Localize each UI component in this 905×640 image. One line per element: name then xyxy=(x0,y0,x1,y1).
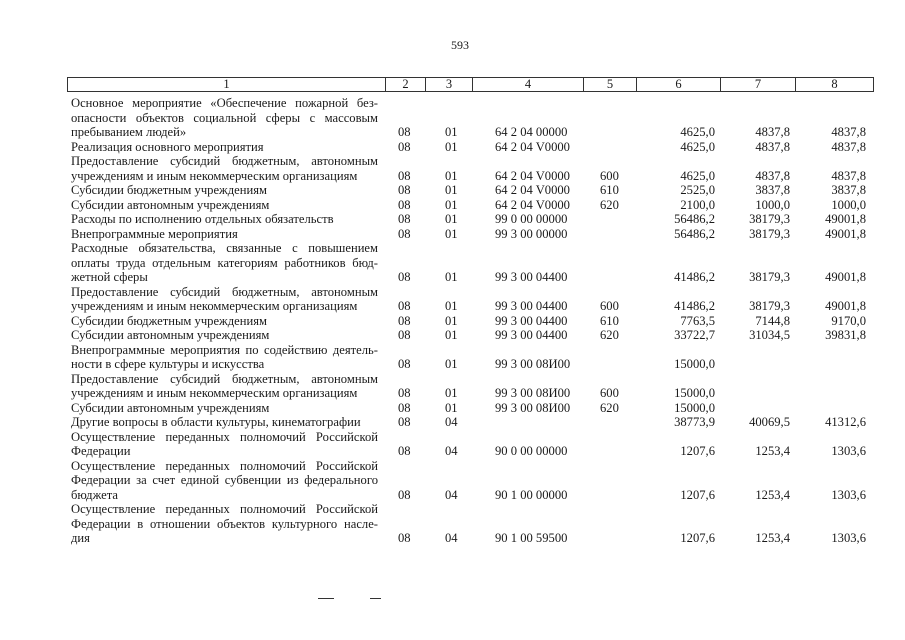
cell-c7: 38179,3 xyxy=(749,212,790,226)
cell-c8: 49001,8 xyxy=(825,212,866,226)
cell-c8: 49001,8 xyxy=(825,270,866,284)
cell-c7: 1000,0 xyxy=(755,197,790,212)
cell-c3: 04 xyxy=(445,531,458,545)
cell-c6: 4625,0 xyxy=(680,168,715,183)
cell-c3: 01 xyxy=(445,270,458,284)
table-row xyxy=(0,430,905,459)
row-description xyxy=(71,314,378,329)
description-line: Расходы по исполнению отдельных обязательств xyxy=(71,212,334,226)
table-row xyxy=(0,459,905,503)
description-line: Федерации xyxy=(71,444,131,458)
cell-c8: 4837,8 xyxy=(831,125,866,139)
header-col-4: 4 xyxy=(473,78,584,91)
cell-c4: 99 0 00 00000 xyxy=(495,212,568,226)
cell-c2: 08 xyxy=(398,197,411,212)
description-line: Субсидии бюджетным учреждениям xyxy=(71,183,267,197)
description-line: Субсидии автономным учреждениям xyxy=(71,197,270,212)
cell-c4: 64 2 04 V0000 xyxy=(495,139,570,154)
cell-c3: 01 xyxy=(445,125,458,139)
cell-c7: 38179,3 xyxy=(749,299,790,313)
cell-c2: 08 xyxy=(398,328,411,342)
cell-c4: 90 1 00 59500 xyxy=(495,531,568,545)
row-description xyxy=(71,140,378,155)
table-row xyxy=(0,227,905,242)
description-line: Другие вопросы в области культуры, кинематографии xyxy=(71,415,361,429)
cell-c8: 49001,8 xyxy=(825,226,866,241)
row-description xyxy=(71,372,378,401)
description-line: Предоставление субсидий бюджетным, автономным xyxy=(71,371,378,386)
row-description xyxy=(71,227,378,242)
cell-c3: 01 xyxy=(445,226,458,241)
cell-c2: 08 xyxy=(398,125,411,139)
cell-c5: 610 xyxy=(600,313,619,328)
cell-c7: 4837,8 xyxy=(755,139,790,154)
cell-c5: 620 xyxy=(600,328,619,342)
table-row xyxy=(0,241,905,285)
table-row xyxy=(0,328,905,343)
row-description xyxy=(71,212,378,227)
row-description xyxy=(71,198,378,213)
cell-c8: 9170,0 xyxy=(831,313,866,328)
description-line: пребыванием людей» xyxy=(71,125,187,139)
cell-c7: 3837,8 xyxy=(755,183,790,197)
cell-c8: 4837,8 xyxy=(831,139,866,154)
cell-c7: 1253,4 xyxy=(755,531,790,545)
cell-c6: 15000,0 xyxy=(674,357,715,371)
row-description xyxy=(71,401,378,416)
cell-c3: 01 xyxy=(445,386,458,400)
cell-c2: 08 xyxy=(398,299,411,313)
description-line: Осуществление переданных полномочий Российской xyxy=(71,458,378,473)
cell-c2: 08 xyxy=(398,183,411,197)
cell-c5: 600 xyxy=(600,386,619,400)
cell-c7: 1253,4 xyxy=(755,444,790,458)
cell-c8: 1000,0 xyxy=(831,197,866,212)
cell-c4: 99 3 00 08И00 xyxy=(495,386,571,400)
cell-c4: 90 0 00 00000 xyxy=(495,444,568,458)
row-description xyxy=(71,502,378,546)
header-col-7: 7 xyxy=(721,78,796,91)
cell-c2: 08 xyxy=(398,400,411,415)
header-col-6: 6 xyxy=(637,78,721,91)
description-line: жетной сферы xyxy=(71,270,148,284)
description-line: Предоставление субсидий бюджетным, автономным xyxy=(71,154,378,168)
description-line: Осуществление переданных полномочий Российской xyxy=(71,429,378,444)
table-row xyxy=(0,502,905,546)
description-line: Основное мероприятие «Обеспечение пожарной без- xyxy=(71,96,378,110)
cell-c6: 15000,0 xyxy=(674,386,715,400)
header-col-3: 3 xyxy=(426,78,473,91)
header-col-8: 8 xyxy=(831,77,838,91)
description-line: Субсидии автономным учреждениям xyxy=(71,400,270,415)
cell-c2: 08 xyxy=(398,386,411,400)
table-row xyxy=(0,183,905,198)
table-row xyxy=(0,96,905,140)
cell-c2: 08 xyxy=(398,212,411,226)
cell-c4: 99 3 00 04400 xyxy=(495,270,568,284)
cell-c3: 01 xyxy=(445,212,458,226)
description-line: Осуществление переданных полномочий Российской xyxy=(71,502,378,516)
cell-c3: 01 xyxy=(445,313,458,328)
cell-c8: 1303,6 xyxy=(831,531,866,545)
row-description xyxy=(71,415,378,430)
row-description xyxy=(71,96,378,140)
cell-c8: 1303,6 xyxy=(831,444,866,458)
cell-c7: 38179,3 xyxy=(749,226,790,241)
cell-c2: 08 xyxy=(398,139,411,154)
cell-c2: 08 xyxy=(398,168,411,183)
cell-c4: 99 3 00 04400 xyxy=(495,328,568,342)
cell-c6: 15000,0 xyxy=(674,400,715,415)
description-line: Субсидии бюджетным учреждениям xyxy=(71,313,267,328)
description-line: учреждениям и иным некоммерческим организациям xyxy=(71,299,358,313)
scan-mark xyxy=(318,598,334,599)
scan-mark xyxy=(370,598,381,599)
table-row xyxy=(0,154,905,183)
table-row xyxy=(0,372,905,401)
table-header xyxy=(67,77,874,92)
row-description xyxy=(71,328,378,343)
description-line: оплаты труда отдельным категориям работников бюд- xyxy=(71,255,378,270)
cell-c3: 01 xyxy=(445,328,458,342)
table-row xyxy=(0,343,905,372)
cell-c6: 1207,6 xyxy=(680,531,715,545)
cell-c2: 08 xyxy=(398,270,411,284)
table-row xyxy=(0,198,905,213)
cell-c6: 4625,0 xyxy=(680,125,715,139)
cell-c4: 99 3 00 04400 xyxy=(495,313,568,328)
cell-c6: 33722,7 xyxy=(674,328,715,342)
description-line: Субсидии автономным учреждениям xyxy=(71,328,270,342)
row-description xyxy=(71,183,378,198)
description-line: бюджета xyxy=(71,487,118,502)
description-line: Федерации за счет единой субвенции из федерального xyxy=(71,473,378,487)
cell-c3: 04 xyxy=(445,444,458,458)
cell-c7: 1253,4 xyxy=(755,487,790,502)
cell-c8: 39831,8 xyxy=(825,328,866,342)
description-line: ности в сфере культуры и искусства xyxy=(71,357,265,371)
header-col-2: 2 xyxy=(386,78,426,91)
cell-c8: 4837,8 xyxy=(831,168,866,183)
cell-c6: 1207,6 xyxy=(680,487,715,502)
cell-c4: 99 3 00 08И00 xyxy=(495,357,571,371)
description-line: Реализация основного мероприятия xyxy=(71,139,264,154)
cell-c3: 01 xyxy=(445,168,458,183)
cell-c4: 64 2 04 V0000 xyxy=(495,197,570,212)
cell-c5: 600 xyxy=(600,299,619,313)
cell-c6: 38773,9 xyxy=(674,415,715,429)
cell-c3: 01 xyxy=(445,183,458,197)
cell-c7: 31034,5 xyxy=(749,328,790,342)
cell-c7: 38179,3 xyxy=(749,270,790,284)
cell-c3: 01 xyxy=(445,299,458,313)
cell-c7: 4837,8 xyxy=(755,125,790,139)
cell-c5: 620 xyxy=(600,197,619,212)
cell-c2: 08 xyxy=(398,313,411,328)
cell-c6: 56486,2 xyxy=(674,226,715,241)
cell-c3: 04 xyxy=(445,415,458,429)
cell-c7: 40069,5 xyxy=(749,415,790,429)
cell-c3: 01 xyxy=(445,357,458,371)
cell-c4: 99 3 00 08И00 xyxy=(495,400,571,415)
cell-c2: 08 xyxy=(398,531,411,545)
cell-c2: 08 xyxy=(398,487,411,502)
cell-c4: 99 3 00 04400 xyxy=(495,299,568,313)
cell-c5: 610 xyxy=(600,183,619,197)
cell-c5: 600 xyxy=(600,168,619,183)
cell-c6: 41486,2 xyxy=(674,299,715,313)
table-row xyxy=(0,415,905,430)
cell-c5: 620 xyxy=(600,400,619,415)
cell-c6: 56486,2 xyxy=(674,212,715,226)
cell-c4: 64 2 04 00000 xyxy=(495,125,568,139)
cell-c8: 41312,6 xyxy=(825,415,866,429)
description-line: Внепрограммные мероприятия по содействию деятель- xyxy=(71,342,378,357)
description-line: учреждениям и иным некоммерческим организациям xyxy=(71,168,358,183)
cell-c6: 4625,0 xyxy=(680,139,715,154)
cell-c8: 3837,8 xyxy=(831,183,866,197)
row-description xyxy=(71,241,378,285)
cell-c6: 1207,6 xyxy=(680,444,715,458)
cell-c4: 99 3 00 00000 xyxy=(495,226,568,241)
page-number: 593 xyxy=(451,38,469,52)
table-row xyxy=(0,401,905,416)
cell-c8: 1303,6 xyxy=(831,487,866,502)
table-row xyxy=(0,314,905,329)
cell-c2: 08 xyxy=(398,226,411,241)
cell-c6: 2525,0 xyxy=(680,183,715,197)
cell-c3: 04 xyxy=(445,487,458,502)
row-description xyxy=(71,459,378,503)
cell-c7: 7144,8 xyxy=(755,313,790,328)
cell-c6: 7763,5 xyxy=(680,313,715,328)
header-col-5: 5 xyxy=(584,78,637,91)
row-description xyxy=(71,285,378,314)
cell-c4: 64 2 04 V0000 xyxy=(495,168,570,183)
table-body xyxy=(0,96,905,546)
cell-c4: 64 2 04 V0000 xyxy=(495,183,570,197)
table-row xyxy=(0,285,905,314)
description-line: опасности объектов социальной сферы с массовым xyxy=(71,110,378,125)
description-line: учреждениям и иным некоммерческим организациям xyxy=(71,386,358,400)
cell-c2: 08 xyxy=(398,415,411,429)
cell-c6: 2100,0 xyxy=(680,197,715,212)
cell-c3: 01 xyxy=(445,139,458,154)
header-col-1: 1 xyxy=(68,78,386,91)
description-line: Федерации в отношении объектов культурного насле- xyxy=(71,516,378,531)
cell-c6: 41486,2 xyxy=(674,270,715,284)
row-description xyxy=(71,430,378,459)
table-row xyxy=(0,212,905,227)
row-description xyxy=(71,343,378,372)
cell-c7: 4837,8 xyxy=(755,168,790,183)
description-line: Предоставление субсидий бюджетным, автономным xyxy=(71,284,378,299)
row-description xyxy=(71,154,378,183)
description-line: Расходные обязательства, связанные с повышением xyxy=(71,241,378,255)
cell-c3: 01 xyxy=(445,400,458,415)
description-line: Внепрограммные мероприятия xyxy=(71,226,238,241)
description-line: дия xyxy=(71,531,90,545)
cell-c2: 08 xyxy=(398,357,411,371)
cell-c4: 90 1 00 00000 xyxy=(495,487,568,502)
cell-c3: 01 xyxy=(445,197,458,212)
cell-c8: 49001,8 xyxy=(825,299,866,313)
cell-c2: 08 xyxy=(398,444,411,458)
table-row xyxy=(0,140,905,155)
